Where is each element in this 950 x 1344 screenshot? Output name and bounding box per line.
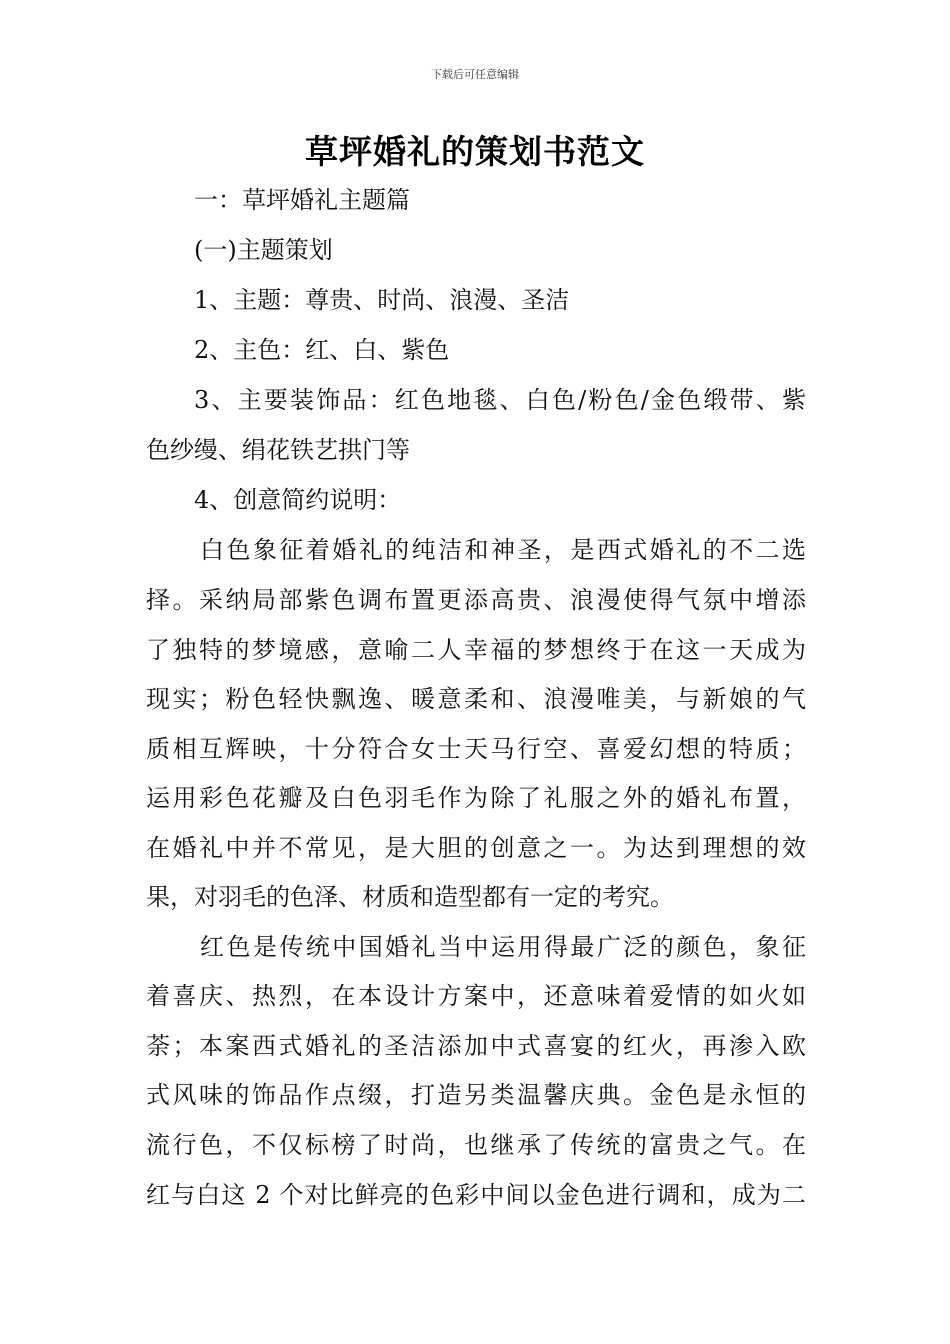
paragraph-line: 果，对羽毛的色泽、材质和造型都有一定的考究。 [146, 883, 674, 911]
paragraph-line: 了独特的梦境感，意喻二人幸福的梦想终于在这一天成为 [146, 636, 806, 664]
paragraph-line: 荼；本案西式婚礼的圣洁添加中式喜宴的红火，再渗入欧 [146, 1032, 806, 1060]
paragraph-line: 择。采纳局部紫色调布置更添高贵、浪漫使得气氛中增添 [146, 586, 806, 614]
document-title: 草坪婚礼的策划书范文 [305, 132, 645, 171]
list-item: 4、创意简约说明： [194, 486, 402, 514]
paragraph-line: 红色是传统中国婚礼当中运用得最广泛的颜色，象征 [200, 933, 806, 961]
section-heading: 一：草坪婚礼主题篇 [194, 186, 410, 214]
paragraph-line: 现实；粉色轻快飘逸、暖意柔和、浪漫唯美，与新娘的气 [146, 685, 806, 713]
list-item: 3、主要装饰品：红色地毯、白色/粉色/金色缎带、紫 [194, 386, 806, 414]
list-item: 2、主色：红、白、紫色 [194, 336, 450, 364]
subsection-heading: (一)主题策划 [194, 236, 333, 264]
header-note: 下载后可任意编辑 [431, 68, 519, 81]
paragraph-line: 白色象征着婚礼的纯洁和神圣，是西式婚礼的不二选 [200, 536, 806, 564]
paragraph-line: 流行色，不仅标榜了时尚，也继承了传统的富贵之气。在 [146, 1131, 806, 1159]
paragraph-line: 式风味的饰品作点缀，打造另类温馨庆典。金色是永恒的 [146, 1081, 806, 1109]
paragraph-line: 质相互辉映，十分符合女士天马行空、喜爱幻想的特质； [146, 735, 806, 763]
paragraph-line: 在婚礼中并不常见，是大胆的创意之一。为达到理想的效 [146, 834, 806, 862]
paragraph-line: 红与白这 2 个对比鲜亮的色彩中间以金色进行调和，成为二 [146, 1181, 806, 1209]
paragraph-line: 运用彩色花瓣及白色羽毛作为除了礼服之外的婚礼布置， [146, 784, 806, 812]
paragraph-line: 着喜庆、热烈，在本设计方案中，还意味着爱情的如火如 [146, 982, 806, 1010]
list-item: 1、主题：尊贵、时尚、浪漫、圣洁 [194, 286, 570, 314]
list-item-continuation: 色纱缦、绢花铁艺拱门等 [146, 436, 410, 464]
